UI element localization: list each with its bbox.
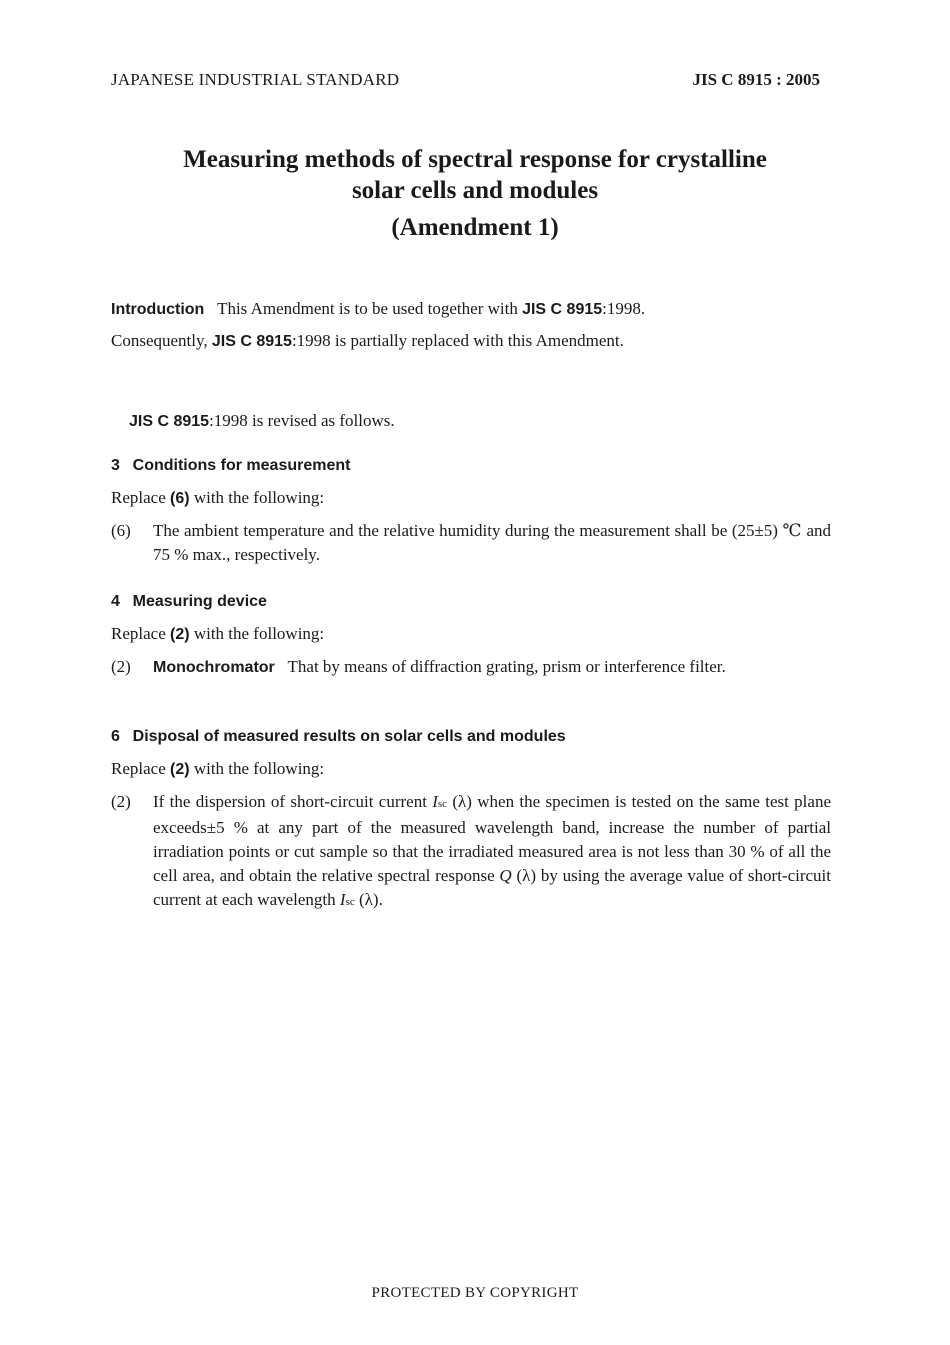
item-number: (2): [111, 657, 131, 676]
lambda-symbol: (λ): [359, 890, 379, 909]
intro-year-1: :1998.: [602, 299, 646, 318]
replace-prefix: Replace: [111, 759, 170, 778]
intro-year-2: :1998 is partially replaced with this Amendment.: [291, 331, 624, 350]
replace-ref: (2): [170, 626, 190, 643]
replace-ref: (2): [170, 761, 190, 778]
introduction-label: Introduction: [111, 301, 205, 318]
section-4-title: Measuring device: [132, 593, 267, 610]
replace-prefix: Replace: [111, 488, 170, 507]
text-part: .: [378, 890, 383, 909]
item-number: (6): [111, 521, 131, 540]
copyright-footer: PROTECTED BY COPYRIGHT: [371, 1285, 579, 1301]
text-part: by using the average value of short-circuit current at each wavelength: [153, 866, 832, 909]
item-text: [153, 790, 831, 914]
header-right: JIS C 8915 : 2005: [692, 70, 820, 89]
replace-suffix: with the following:: [189, 624, 325, 643]
section-4-heading: [111, 589, 267, 614]
intro-text-2: Consequently,: [111, 331, 212, 350]
section-3-title: Conditions for measurement: [132, 457, 351, 474]
title-line-1: Measuring methods of spectral response for crystalline: [183, 146, 767, 173]
item-number: (2): [111, 792, 131, 811]
section-6-replace: [111, 757, 324, 782]
section-4-item: [111, 655, 831, 680]
introduction-line-2: [111, 329, 624, 354]
item-definition: That by means of diffraction grating, prism or interference filter.: [287, 657, 726, 676]
lambda-symbol: (λ): [452, 792, 472, 811]
replace-suffix: with the following:: [189, 488, 325, 507]
text-part: when the specimen is tested on the same test plane exceeds±5 % at any part of the measured wavelength band, increase the number of partial irradiation points or cut sample so that the irradiated measured area is not less than 30 % of all the cell area, and obtain the relative spectral response: [153, 792, 831, 885]
section-3-replace: [111, 486, 324, 511]
section-3-number: 3: [111, 457, 120, 474]
section-4-replace: [111, 622, 324, 647]
document-title: [0, 144, 950, 206]
section-6-item: [111, 790, 831, 914]
section-6-number: 6: [111, 728, 120, 745]
section-6-heading: [111, 724, 566, 749]
lambda-symbol: (λ): [516, 866, 537, 885]
section-6-title: Disposal of measured results on solar cells and modules: [132, 728, 566, 745]
text-part: If the dispersion of short-circuit current: [153, 792, 433, 811]
revised-statement: [129, 409, 395, 434]
item-text: The ambient temperature and the relative humidity during the measurement shall be (25±5) ℃ and 75 % max., respectively.: [153, 521, 831, 564]
intro-text-1: This Amendment is to be used together with: [217, 299, 523, 318]
isc-symbol: I: [339, 890, 346, 909]
section-4-number: 4: [111, 593, 120, 610]
isc-subscript: sc: [345, 896, 355, 908]
header-left: JAPANESE INDUSTRIAL STANDARD: [111, 70, 400, 89]
intro-std-2: JIS C 8915: [211, 333, 292, 350]
revised-std: JIS C 8915: [129, 413, 210, 430]
section-3-item: [111, 519, 831, 567]
section-3-heading: [111, 453, 350, 478]
replace-prefix: Replace: [111, 624, 170, 643]
title-line-2: solar cells and modules: [351, 177, 599, 204]
replace-suffix: with the following:: [189, 759, 325, 778]
q-symbol: Q: [499, 866, 512, 885]
isc-symbol: I: [432, 792, 438, 811]
intro-std-1: JIS C 8915: [522, 301, 603, 318]
isc-subscript: sc: [437, 798, 448, 810]
item-text: [153, 655, 831, 680]
amendment-title: (Amendment 1): [391, 214, 559, 241]
item-term: Monochromator: [153, 659, 275, 676]
introduction-line-1: [111, 297, 645, 322]
replace-ref: (6): [170, 490, 190, 507]
revised-text: :1998 is revised as follows.: [209, 411, 395, 430]
